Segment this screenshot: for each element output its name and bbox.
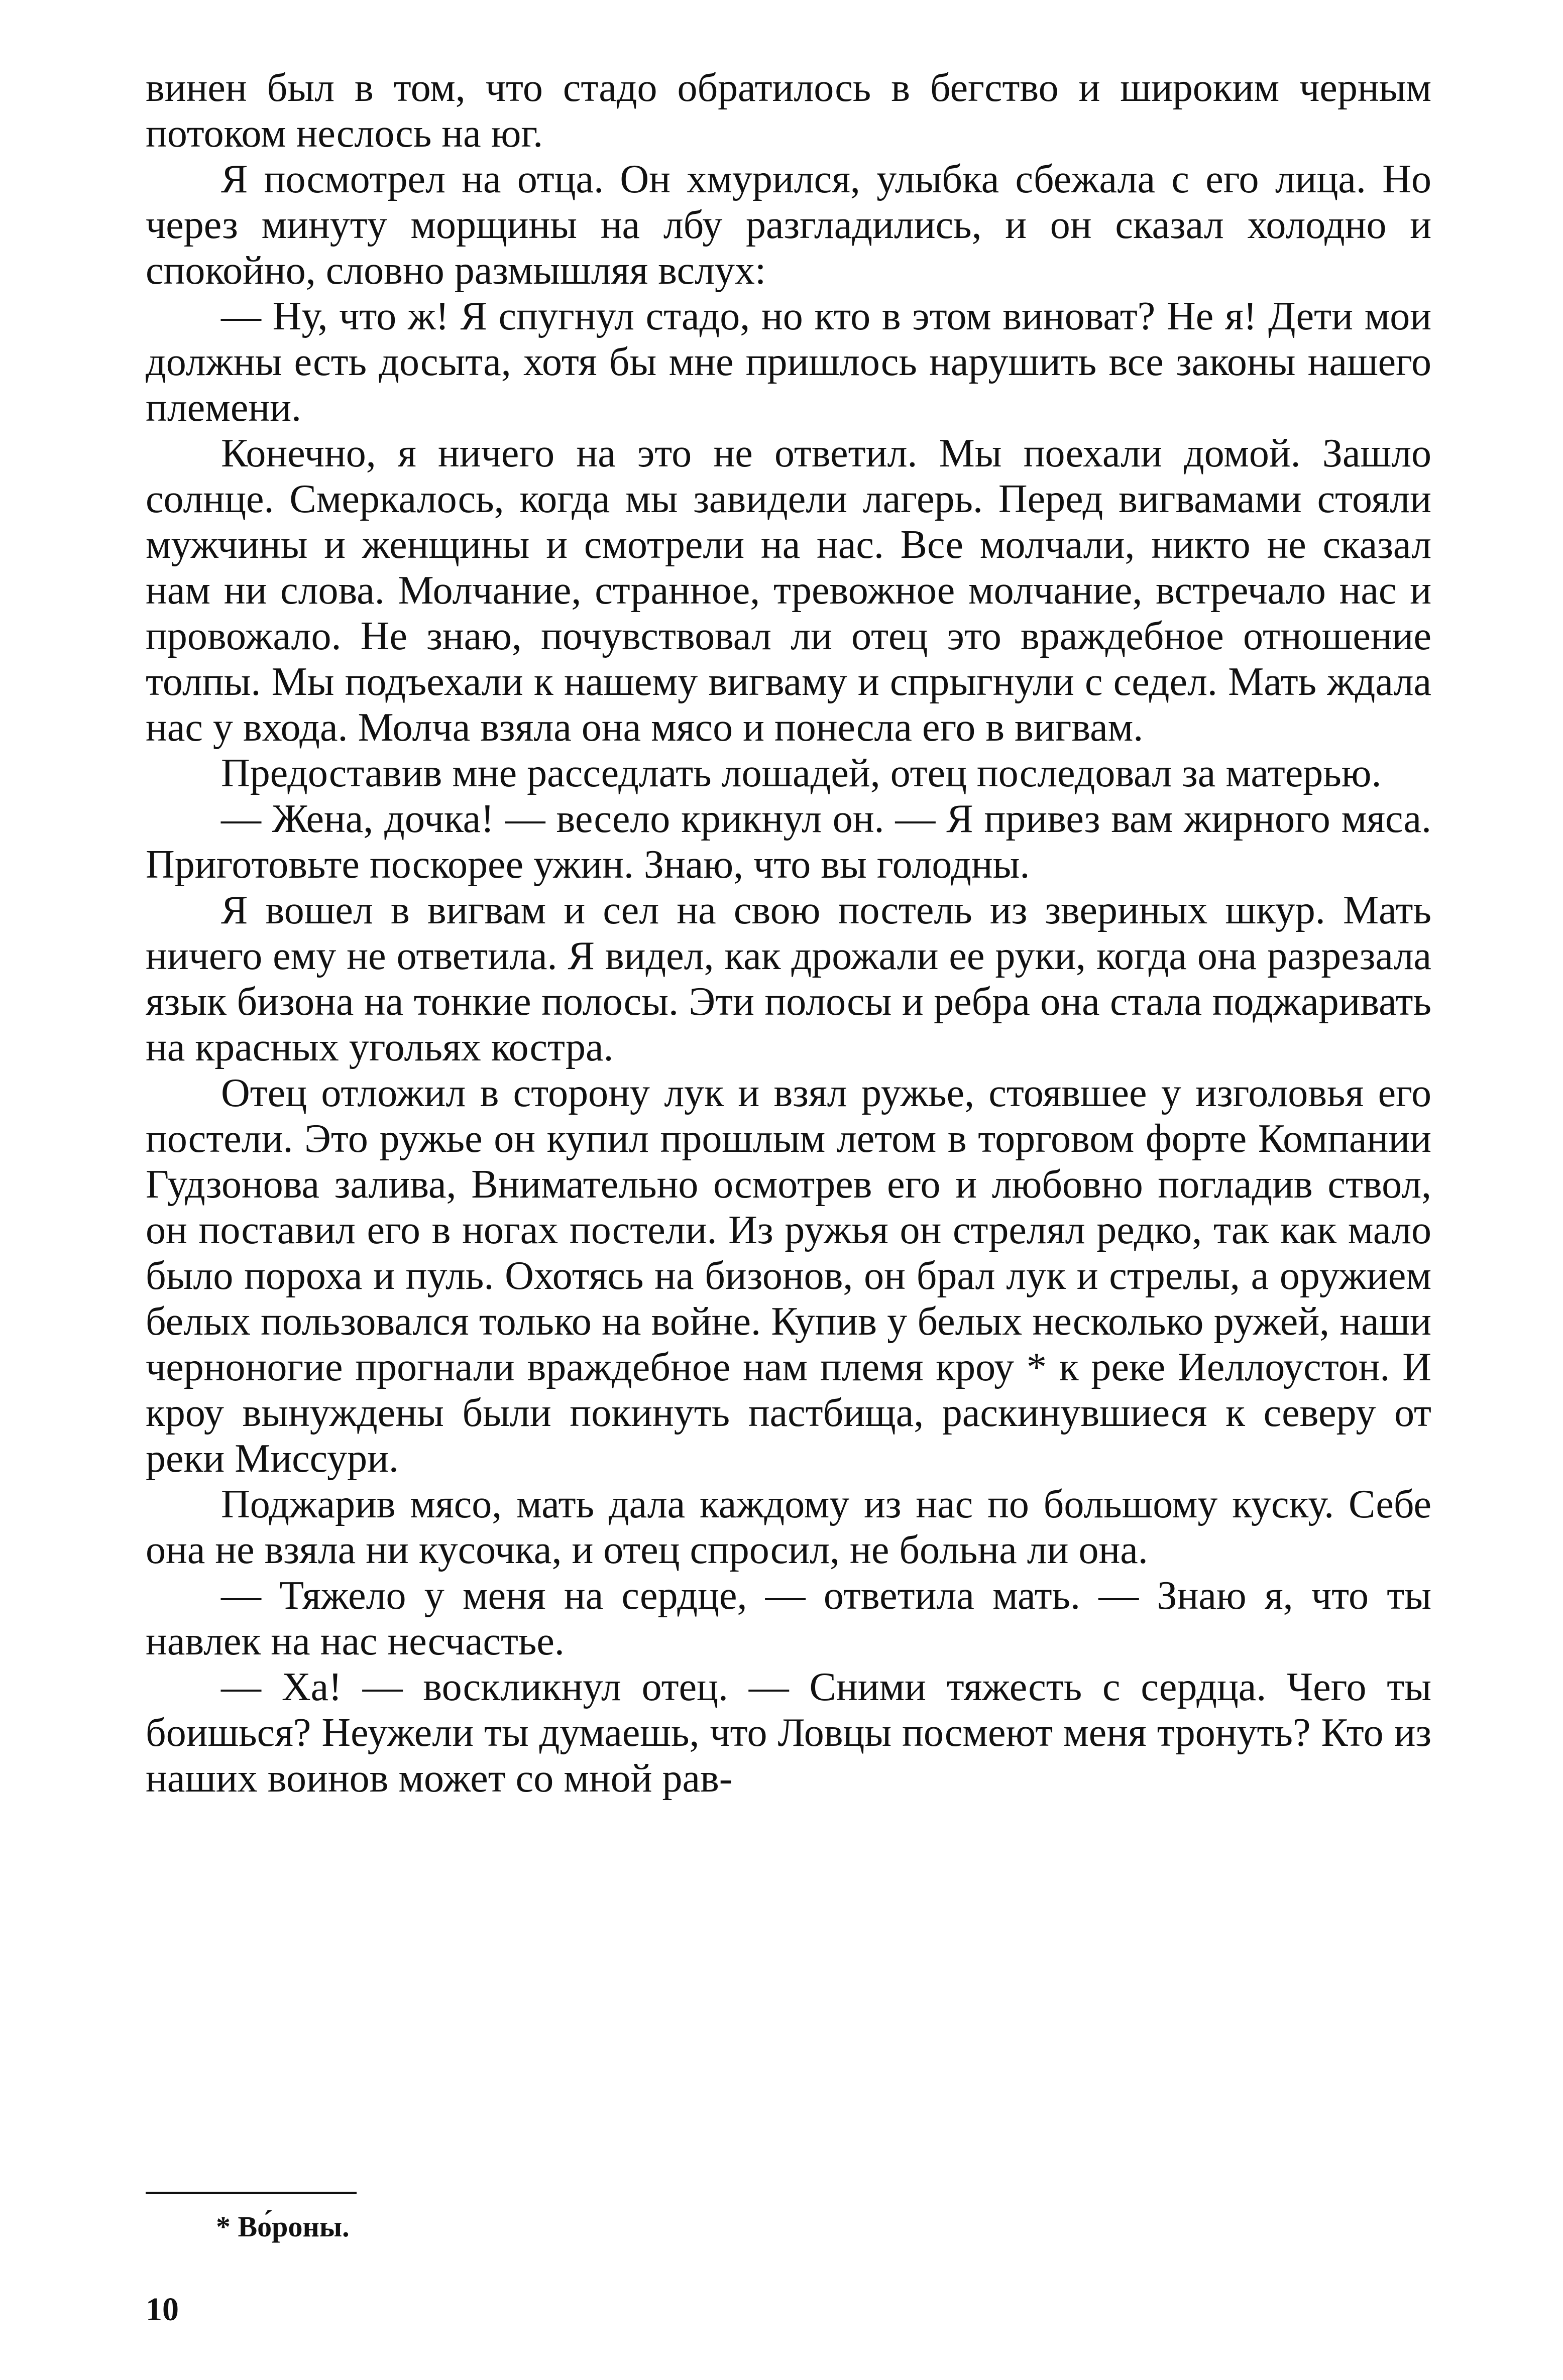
paragraph: Поджарив мясо, мать дала каждому из нас по большому куску. Себе она не взяла ни кусочка, и отец спросил, не больна ли она. [146, 1482, 1431, 1572]
paragraph: — Жена, дочка! — весело крикнул он. — Я привез вам жирного мяса. Приготовьте поскорее ужин. Знаю, что вы голодны. [146, 797, 1431, 887]
paragraph: — Тяжело у меня на сердце, — ответила мать. — Знаю я, что ты навлек на нас несчастье. [146, 1574, 1431, 1663]
page-body [146, 65, 1431, 1802]
paragraph: Предоставив мне расседлать лошадей, отец последовал за матерью. [221, 751, 1382, 795]
paragraph: — Ха! — воскликнул отец. — Сними тяжесть с сердца. Чего ты боишься? Неужели ты думаешь, что Ловцы посмеют меня тронуть? Кто из наших воинов может со мной рав- [146, 1665, 1431, 1801]
page-number: 10 [146, 2291, 179, 2328]
paragraph: винен был в том, что стадо обратилось в бегство и широким черным потоком неслось на юг. [146, 66, 1431, 156]
paragraph: Отец отложил в сторону лук и взял ружье, стоявшее у изголовья его постели. Это ружье он купил прошлым летом в торговом форте Компании Гудзонова залива, Внимательно осмотрев его и любовно погладив ствол, он поставил его в ногах постели. Из ружья он стрелял редко, так как мало было пороха и пуль. Охотясь на бизонов, он брал лук и стрелы, а оружием белых пользовался только на войне. Купив у белых несколько ружей, наши черноногие прогнали враждебное нам племя кроу * к реке Иеллоустон. И кроу вынуждены были покинуть пастбища, раскинувшиеся к северу от реки Миссури. [146, 1071, 1431, 1481]
footnote: * Во́роны. [216, 2210, 350, 2243]
paragraph: Я вошел в вигвам и сел на свою постель из звериных шкур. Мать ничего ему не ответила. Я видел, как дрожали ее руки, когда она разрезала язык бизона на тонкие полосы. Эти полосы и ребра она стала поджаривать на красных угольях костра. [146, 888, 1431, 1069]
paragraph: Конечно, я ничего на это не ответил. Мы поехали домой. Зашло солнце. Смеркалось, когда мы завидели лагерь. Перед вигвамами стояли мужчины и женщины и смотрели на нас. Все молчали, никто не сказал нам ни слова. Молчание, странное, тревожное молчание, встречало нас и провожало. Не знаю, почувствовал ли отец это враждебное отношение толпы. Мы подъехали к нашему вигваму и спрыгнули с седел. Мать ждала нас у входа. Молча взяла она мясо и понесла его в вигвам. [146, 431, 1431, 750]
paragraph: — Ну, что ж! Я спугнул стадо, но кто в этом виноват? Не я! Дети мои должны есть досыта, хотя бы мне пришлось нарушить все законы нашего племени. [146, 294, 1431, 430]
paragraph: Я посмотрел на отца. Он хмурился, улыбка сбежала с его лица. Но через минуту морщины на лбу разгладились, и он сказал холодно и спокойно, словно размышляя вслух: [146, 157, 1431, 293]
footnote-divider [146, 2192, 357, 2194]
